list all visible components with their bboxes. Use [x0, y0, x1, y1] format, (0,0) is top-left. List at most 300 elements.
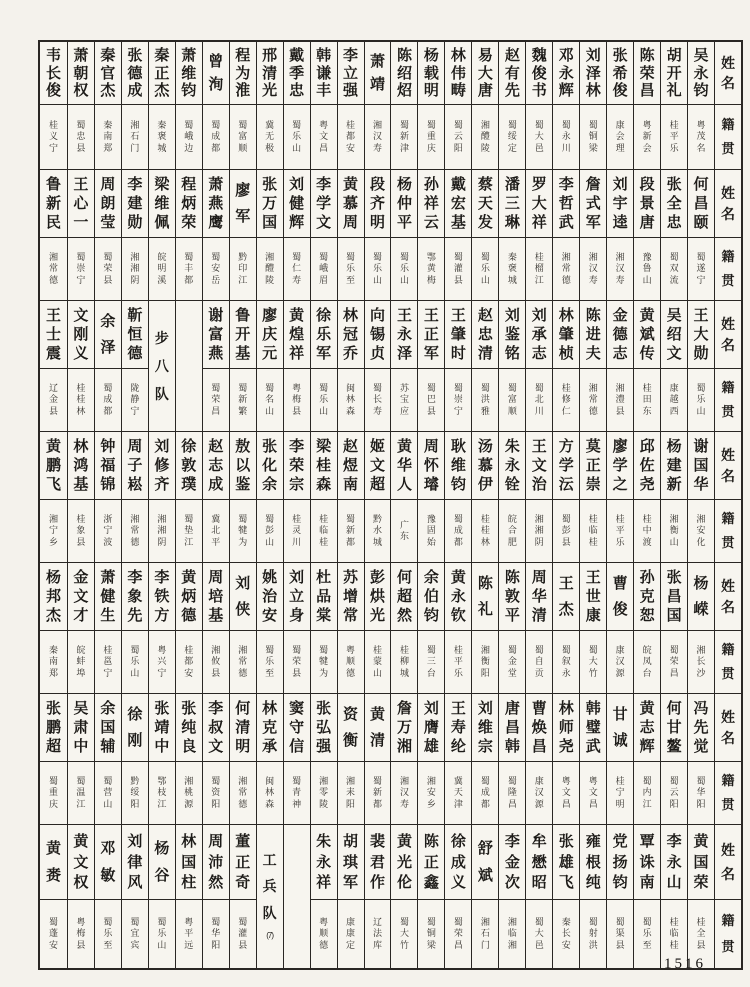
glyph: 吴	[693, 46, 709, 64]
glyph: 军	[585, 214, 601, 231]
glyph: 粤	[292, 382, 302, 393]
roster-entry-name	[40, 42, 67, 105]
glyph: 辽	[48, 382, 58, 393]
glyph: 蜀	[130, 916, 140, 927]
glyph: 宁	[157, 667, 167, 678]
glyph: 乐	[696, 394, 706, 405]
glyph: 杨	[693, 575, 709, 593]
glyph: 斌	[477, 867, 493, 885]
glyph: 黔	[130, 775, 140, 786]
roster-entry-name	[444, 42, 471, 105]
roster-entry-name	[175, 825, 202, 900]
glyph: 黄	[426, 263, 436, 274]
roster-entry-place	[310, 238, 337, 300]
column-header-origin	[714, 500, 741, 562]
glyph: 宁	[103, 525, 113, 536]
glyph: 贯	[721, 939, 735, 955]
glyph: 进	[585, 326, 601, 343]
glyph: 德	[238, 667, 248, 678]
glyph: 钧	[181, 82, 197, 100]
glyph: 县	[103, 274, 113, 285]
glyph: 礼	[477, 600, 493, 618]
roster-entry-place	[417, 762, 444, 824]
glyph: 南	[103, 131, 113, 142]
glyph: 明	[423, 82, 439, 100]
roster-entry-name	[579, 432, 606, 500]
glyph: 蜀	[534, 382, 544, 393]
glyph: 荣	[211, 394, 221, 405]
glyph: 杰	[100, 82, 116, 100]
glyph: 何	[666, 700, 682, 717]
glyph: 成	[211, 131, 221, 142]
glyph: 唐	[639, 214, 655, 231]
roster-entry-place	[121, 762, 148, 824]
glyph: 裴	[370, 832, 386, 850]
glyph: 永	[561, 667, 571, 678]
glyph: 乐	[373, 263, 383, 274]
roster-entry-name	[498, 825, 525, 900]
glyph: 国	[666, 607, 682, 624]
roster-entry-place	[229, 500, 256, 562]
glyph: 刘	[531, 307, 547, 324]
glyph: 武	[585, 738, 601, 755]
glyph: 华	[696, 787, 706, 798]
glyph: 荣	[103, 263, 113, 274]
roster-entry-name	[121, 170, 148, 238]
glyph: 程	[181, 176, 197, 193]
roster-entry-name	[579, 563, 606, 631]
glyph: 王	[558, 575, 574, 593]
roster-entry-place	[525, 105, 552, 169]
glyph: 诛	[639, 853, 655, 871]
glyph: 县	[238, 939, 248, 950]
glyph: 景	[639, 195, 655, 212]
glyph: 天	[477, 195, 493, 212]
glyph: 窦	[289, 700, 305, 717]
glyph: 权	[73, 82, 89, 100]
glyph: 新	[238, 394, 248, 405]
glyph: 江	[184, 536, 194, 547]
glyph: 昌	[453, 939, 463, 950]
roster-entry-place	[202, 105, 229, 169]
glyph: 步	[154, 330, 169, 346]
glyph: 宁	[453, 405, 463, 416]
glyph: 蜀	[48, 916, 58, 927]
glyph: 湘	[238, 775, 248, 786]
glyph: 蜀	[346, 513, 356, 524]
glyph: 源	[184, 798, 194, 809]
glyph: 希	[612, 64, 628, 82]
glyph: 名	[721, 75, 735, 91]
glyph: 湘	[426, 775, 436, 786]
glyph: 蜀	[238, 513, 248, 524]
glyph: 甘	[612, 706, 628, 724]
glyph: 文	[316, 214, 332, 231]
glyph: 顺	[319, 928, 329, 939]
roster-entry-place	[417, 631, 444, 693]
glyph: 周	[127, 438, 143, 455]
glyph: 德	[612, 326, 628, 343]
glyph: 贞	[370, 345, 386, 362]
glyph: 顺	[507, 405, 517, 416]
glyph: 射	[588, 928, 598, 939]
glyph: 蜀	[507, 644, 517, 655]
glyph: 名	[721, 730, 735, 747]
glyph: 隆	[507, 787, 517, 798]
glyph: 俊	[45, 82, 61, 100]
glyph: 县	[615, 405, 625, 416]
glyph: 黄	[370, 706, 386, 724]
glyph: 都	[453, 536, 463, 547]
glyph: 修	[154, 457, 170, 474]
glyph: 山	[130, 667, 140, 678]
glyph: 阳	[346, 798, 356, 809]
roster-entry-place	[552, 631, 579, 693]
glyph: 钟	[100, 438, 116, 455]
glyph: 重	[48, 787, 58, 798]
glyph: 彭	[370, 569, 386, 586]
roster-entry-place	[337, 369, 364, 431]
glyph: 闽	[265, 775, 275, 786]
glyph: 荣	[453, 928, 463, 939]
roster-entry-name	[175, 694, 202, 762]
glyph: 黄	[45, 839, 61, 857]
glyph: 湘	[319, 775, 329, 786]
glyph: 张	[154, 700, 170, 717]
roster-entry-place	[202, 762, 229, 824]
glyph: 源	[534, 798, 544, 809]
glyph: 江	[642, 798, 652, 809]
glyph: 阴	[130, 274, 140, 285]
roster-entry-place	[525, 238, 552, 300]
glyph: 蜀	[265, 644, 275, 655]
glyph: 余	[423, 569, 439, 586]
glyph: 钧	[612, 874, 628, 892]
roster-entry-place	[121, 369, 148, 431]
glyph: 震	[45, 345, 61, 362]
glyph: 魏	[531, 46, 547, 64]
glyph: 姓	[721, 842, 735, 858]
glyph: 朱	[504, 438, 520, 455]
glyph: 湘	[48, 513, 58, 524]
glyph: 蜀	[103, 775, 113, 786]
glyph: 云	[669, 787, 679, 798]
glyph: 蜀	[211, 775, 221, 786]
glyph: 刘	[423, 700, 439, 717]
roster-entry-place	[337, 631, 364, 693]
roster-entry-name	[525, 563, 552, 631]
glyph: 林	[346, 394, 356, 405]
glyph: 秦	[48, 644, 58, 655]
glyph: 王	[585, 569, 601, 586]
glyph: 寿	[399, 798, 409, 809]
glyph: 安	[561, 939, 571, 950]
glyph: 阳	[211, 798, 221, 809]
glyph: 王	[423, 307, 439, 324]
glyph: 先	[693, 719, 709, 736]
glyph: 粤	[319, 916, 329, 927]
glyph: 忠	[477, 326, 493, 343]
glyph: 伟	[450, 64, 466, 82]
glyph: 王	[73, 176, 89, 193]
roster-entry-place	[390, 500, 417, 562]
glyph: 蜀	[426, 119, 436, 130]
roster-entry-name	[40, 432, 67, 500]
glyph: 南	[639, 874, 655, 892]
roster-entry-name	[175, 563, 202, 631]
glyph: 华	[693, 476, 709, 493]
glyph: 湘	[396, 738, 412, 755]
glyph: 秦	[561, 916, 571, 927]
glyph: 王	[45, 307, 61, 324]
glyph: 康	[346, 916, 356, 927]
glyph: 畴	[450, 82, 466, 100]
glyph: 光	[396, 853, 412, 871]
glyph: 正	[585, 457, 601, 474]
roster-entry-name	[364, 301, 391, 369]
glyph: 湘	[507, 916, 517, 927]
roster-entry-name	[471, 42, 498, 105]
glyph: 张	[612, 46, 628, 64]
glyph: 常	[130, 525, 140, 536]
roster-entry-place	[552, 238, 579, 300]
glyph: 强	[316, 738, 332, 755]
glyph: 柳	[399, 656, 409, 667]
glyph: 詹	[585, 176, 601, 193]
glyph: 森	[265, 798, 275, 809]
glyph: 桂	[669, 119, 679, 130]
roster-entry-place	[175, 238, 202, 300]
glyph: 书	[531, 82, 547, 100]
glyph: 逵	[612, 214, 628, 231]
roster-entry-name	[283, 170, 310, 238]
glyph: 学	[558, 457, 574, 474]
glyph: 渠	[615, 928, 625, 939]
glyph: 蜀	[399, 119, 409, 130]
glyph: 周	[208, 832, 224, 850]
glyph: 段	[639, 176, 655, 193]
glyph: 无	[265, 131, 275, 142]
roster-entry-name	[417, 563, 444, 631]
glyph: 寿	[373, 142, 383, 153]
roster-entry-name	[148, 825, 175, 900]
glyph: 蜀	[588, 916, 598, 927]
glyph: 新	[666, 476, 682, 493]
glyph: 奇	[235, 874, 251, 892]
glyph: 绥	[507, 131, 517, 142]
glyph: 师	[558, 719, 574, 736]
glyph: 萧	[73, 46, 89, 64]
roster-entry-place	[40, 238, 67, 300]
glyph: 铁	[154, 588, 170, 605]
glyph: 湘	[211, 644, 221, 655]
glyph: 军	[235, 207, 251, 225]
glyph: 名	[721, 206, 735, 223]
glyph: 方	[154, 607, 170, 624]
glyph: 觉	[693, 738, 709, 755]
glyph: 象	[76, 525, 86, 536]
glyph: 桢	[558, 345, 574, 362]
glyph: 明	[157, 263, 167, 274]
glyph: 皖	[76, 644, 86, 655]
glyph: 清	[370, 731, 386, 749]
glyph: 赉	[45, 867, 61, 885]
glyph: 俊	[612, 82, 628, 100]
glyph: 新	[399, 131, 409, 142]
glyph: 八	[154, 358, 169, 374]
glyph: 余	[100, 313, 116, 331]
roster-entry-place	[283, 105, 310, 169]
glyph: 桂	[696, 916, 706, 927]
glyph: 周	[531, 569, 547, 586]
glyph: 渡	[642, 536, 652, 547]
glyph: 文	[73, 853, 89, 871]
glyph: 清	[262, 64, 278, 82]
glyph: 成	[127, 82, 143, 100]
glyph: 蜀	[480, 775, 490, 786]
roster-entry-place	[660, 369, 687, 431]
glyph: 林	[558, 700, 574, 717]
roster-entry-name	[67, 42, 94, 105]
glyph: 蜀	[561, 513, 571, 524]
roster-entry-place	[471, 238, 498, 300]
glyph: 黔	[373, 513, 383, 524]
glyph: 成	[453, 525, 463, 536]
glyph: 汉	[615, 263, 625, 274]
glyph: 志	[531, 345, 547, 362]
glyph: 安	[211, 263, 221, 274]
glyph: 洪	[588, 939, 598, 950]
roster-entry-name	[364, 694, 391, 762]
glyph: 士	[45, 326, 61, 343]
glyph: 煜	[343, 457, 359, 474]
glyph: 湘	[184, 775, 194, 786]
glyph: 粤	[184, 916, 194, 927]
roster-entry-name	[606, 694, 633, 762]
glyph: 姓	[721, 55, 735, 71]
glyph: 林	[181, 832, 197, 850]
roster-entry-name	[364, 42, 391, 105]
roster-band	[40, 432, 741, 563]
roster-entry-place	[94, 900, 121, 968]
glyph: 平	[396, 214, 412, 231]
glyph: 丰	[316, 82, 332, 100]
glyph: 基	[73, 476, 89, 493]
glyph: 先	[504, 82, 520, 100]
roster-entry-name	[67, 432, 94, 500]
glyph: 荣	[292, 656, 302, 667]
glyph: 县	[292, 667, 302, 678]
glyph: 姓	[721, 708, 735, 725]
roster-entry-place	[579, 105, 606, 169]
glyph: 李	[666, 832, 682, 850]
glyph: 台	[642, 667, 652, 678]
glyph: 传	[639, 345, 655, 362]
glyph: 夫	[585, 345, 601, 362]
glyph: 岳	[211, 274, 221, 285]
glyph: 攸	[211, 656, 221, 667]
glyph: 永	[561, 131, 571, 142]
glyph: 张	[127, 46, 143, 64]
glyph: 峨	[319, 263, 329, 274]
glyph: 肇	[558, 326, 574, 343]
glyph: 彭	[265, 525, 275, 536]
glyph: 志	[612, 345, 628, 362]
glyph: 湘	[130, 119, 140, 130]
glyph: 全	[666, 195, 682, 212]
roster-entry-name	[148, 563, 175, 631]
glyph: 始	[426, 536, 436, 547]
roster-entry-place	[94, 631, 121, 693]
roster-entry-name	[337, 694, 364, 762]
glyph: 湘	[480, 119, 490, 130]
roster-entry-place	[40, 105, 67, 169]
glyph: 蜀	[399, 251, 409, 262]
glyph: 李	[558, 176, 574, 193]
roster-entry-name	[525, 825, 552, 900]
roster-entry-place	[148, 900, 175, 968]
glyph: 蜀	[696, 382, 706, 393]
glyph: 胡	[666, 46, 682, 64]
roster-entry-name	[202, 694, 229, 762]
glyph: 褒	[507, 263, 517, 274]
glyph: 强	[343, 82, 359, 100]
roster-entry-name	[310, 694, 337, 762]
roster-entry-name	[121, 432, 148, 500]
glyph: 煌	[289, 326, 305, 343]
roster-entry-place	[471, 105, 498, 169]
glyph: 军	[343, 874, 359, 892]
glyph: 成	[208, 476, 224, 493]
glyph: 天	[453, 787, 463, 798]
roster-entry-place	[498, 105, 525, 169]
unit-divider	[256, 825, 283, 968]
glyph: 焕	[531, 719, 547, 736]
glyph: 宾	[130, 939, 140, 950]
glyph: 徐	[181, 438, 197, 455]
roster-entry-place	[229, 105, 256, 169]
glyph: 阳	[130, 798, 140, 809]
glyph: 勋	[693, 345, 709, 362]
glyph: 桂	[480, 513, 490, 524]
roster-entry-place	[40, 500, 67, 562]
glyph: 蜀	[399, 916, 409, 927]
roster-entry-name	[229, 694, 256, 762]
glyph: 琪	[343, 853, 359, 871]
roster-entry-name	[633, 170, 660, 238]
glyph: 李	[154, 569, 170, 586]
glyph: 沙	[696, 667, 706, 678]
glyph: 义	[450, 874, 466, 892]
glyph: 清	[235, 719, 251, 736]
glyph: 桂	[615, 513, 625, 524]
roster-entry-place	[256, 500, 283, 562]
glyph: 平	[453, 656, 463, 667]
glyph: 山	[399, 274, 409, 285]
column-header-name	[714, 301, 741, 369]
roster-entry-place	[417, 900, 444, 968]
glyph: 蜀	[157, 916, 167, 927]
glyph: 张	[181, 700, 197, 717]
roster-entry-name	[175, 42, 202, 105]
roster-entry-name	[687, 42, 714, 105]
glyph: 璧	[585, 719, 601, 736]
glyph: 北	[534, 394, 544, 405]
roster-entry-name	[229, 563, 256, 631]
glyph: 法	[373, 928, 383, 939]
glyph: 华	[396, 457, 412, 474]
roster-entry-place	[390, 369, 417, 431]
